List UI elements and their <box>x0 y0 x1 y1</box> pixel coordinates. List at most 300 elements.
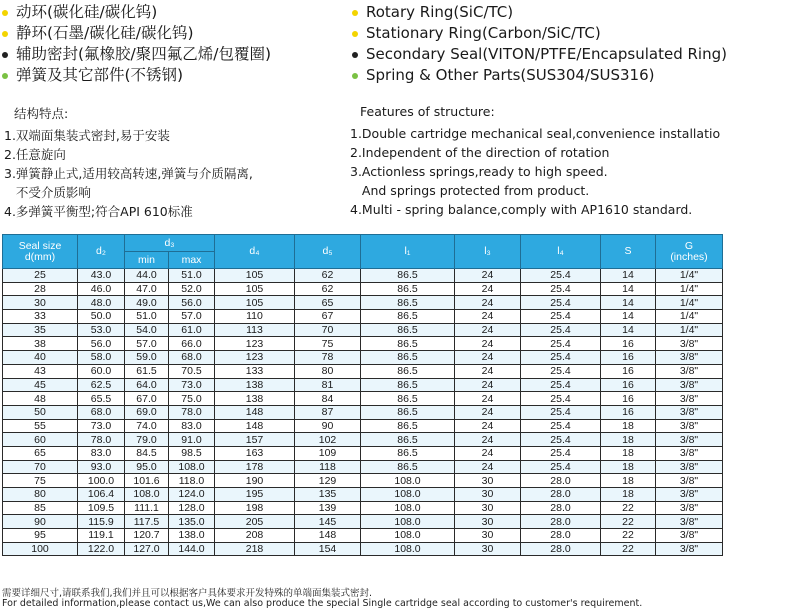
table-cell: 18 <box>601 446 656 460</box>
table-cell: 61.5 <box>125 364 169 378</box>
table-cell: 3/8" <box>656 419 723 433</box>
table-cell: 108.0 <box>361 529 455 543</box>
bullet-dot-icon <box>2 73 8 79</box>
table-cell: 95.0 <box>125 460 169 474</box>
table-cell: 3/8" <box>656 433 723 447</box>
table-cell: 68.0 <box>78 405 125 419</box>
table-row <box>3 282 723 296</box>
table-cell: 135 <box>295 488 361 502</box>
table-cell: 28.0 <box>521 529 601 543</box>
material-item: 动环(碳化硅/碳化钨) <box>2 2 342 23</box>
table-cell: 90 <box>3 515 78 529</box>
table-cell: 55 <box>3 419 78 433</box>
table-cell: 49.0 <box>125 296 169 310</box>
feature-item: 4.Multi - spring balance,comply with AP1610 standard. <box>350 202 693 217</box>
table-cell: 43.0 <box>78 269 125 283</box>
table-cell: 25.4 <box>521 460 601 474</box>
table-cell: 3/8" <box>656 474 723 488</box>
table-cell: 78.0 <box>78 433 125 447</box>
table-cell: 108.0 <box>125 488 169 502</box>
table-cell: 86.5 <box>361 419 455 433</box>
table-row <box>3 433 723 447</box>
feature-item: 3.弹簧静止式,适用较高转速,弹簧与介质隔离, <box>4 166 253 181</box>
table-cell: 64.0 <box>125 378 169 392</box>
material-list-cn <box>2 2 342 86</box>
table-cell: 57.0 <box>169 310 215 324</box>
table-cell: 24 <box>455 419 521 433</box>
table-cell: 70.5 <box>169 364 215 378</box>
table-cell: 81 <box>295 378 361 392</box>
table-cell: 3/8" <box>656 515 723 529</box>
table-row <box>3 296 723 310</box>
table-cell: 178 <box>215 460 295 474</box>
table-cell: 208 <box>215 529 295 543</box>
table-cell: 18 <box>601 419 656 433</box>
table-cell: 50 <box>3 405 78 419</box>
table-cell: 138 <box>215 378 295 392</box>
table-cell: 86.5 <box>361 364 455 378</box>
table-cell: 24 <box>455 282 521 296</box>
table-cell: 62 <box>295 269 361 283</box>
material-item: 弹簧及其它部件(不锈钢) <box>2 65 342 86</box>
table-cell: 67.0 <box>125 392 169 406</box>
feature-item: 1.Double cartridge mechanical seal,convenience installatio <box>350 126 721 141</box>
header-s: S <box>601 235 656 269</box>
table-cell: 113 <box>215 323 295 337</box>
table-cell: 86.5 <box>361 446 455 460</box>
table-cell: 123 <box>215 351 295 365</box>
bullet-dot-icon <box>2 10 8 16</box>
table-cell: 157 <box>215 433 295 447</box>
table-row <box>3 488 723 502</box>
table-cell: 54.0 <box>125 323 169 337</box>
table-cell: 33 <box>3 310 78 324</box>
table-cell: 117.5 <box>125 515 169 529</box>
table-cell: 80 <box>3 488 78 502</box>
table-cell: 1/4" <box>656 310 723 324</box>
feature-item: And springs protected from product. <box>350 183 590 198</box>
table-cell: 25.4 <box>521 323 601 337</box>
table-cell: 78.0 <box>169 405 215 419</box>
table-cell: 86.5 <box>361 351 455 365</box>
table-cell: 74.0 <box>125 419 169 433</box>
material-item: 辅助密封(氟橡胶/聚四氟乙烯/包覆圈) <box>2 44 342 65</box>
bullet-dot-icon <box>2 52 8 58</box>
table-cell: 24 <box>455 351 521 365</box>
material-item: Rotary Ring(SiC/TC) <box>352 2 797 23</box>
table-cell: 62.5 <box>78 378 125 392</box>
table-cell: 86.5 <box>361 405 455 419</box>
table-cell: 50.0 <box>78 310 125 324</box>
material-item: 静环(石墨/碳化硅/碳化钨) <box>2 23 342 44</box>
header-d3-max: max <box>169 252 215 269</box>
table-cell: 84.5 <box>125 446 169 460</box>
table-cell: 28.0 <box>521 542 601 556</box>
table-cell: 25.4 <box>521 282 601 296</box>
spec-table-body <box>3 269 723 556</box>
table-cell: 52.0 <box>169 282 215 296</box>
table-cell: 22 <box>601 515 656 529</box>
table-cell: 1/4" <box>656 323 723 337</box>
table-cell: 86.5 <box>361 323 455 337</box>
table-cell: 16 <box>601 351 656 365</box>
table-cell: 3/8" <box>656 446 723 460</box>
table-cell: 108.0 <box>361 474 455 488</box>
table-cell: 106.4 <box>78 488 125 502</box>
feature-item: 2.任意旋向 <box>4 147 66 162</box>
feature-item: 不受介质影响 <box>4 185 91 200</box>
table-cell: 86.5 <box>361 296 455 310</box>
material-list-en <box>352 2 797 86</box>
header-d4: d₄ <box>215 235 295 269</box>
table-cell: 30 <box>455 542 521 556</box>
table-cell: 138.0 <box>169 529 215 543</box>
table-cell: 57.0 <box>125 337 169 351</box>
table-cell: 128.0 <box>169 501 215 515</box>
table-cell: 73.0 <box>169 378 215 392</box>
features-en <box>350 102 720 219</box>
feature-item: 1.双端面集装式密封,易于安装 <box>4 128 170 143</box>
table-cell: 85 <box>3 501 78 515</box>
table-cell: 62 <box>295 282 361 296</box>
features-title: 结构特点: <box>14 106 69 121</box>
table-cell: 80 <box>295 364 361 378</box>
material-item: Stationary Ring(Carbon/SiC/TC) <box>352 23 797 44</box>
table-cell: 138 <box>215 392 295 406</box>
table-row <box>3 501 723 515</box>
table-cell: 115.9 <box>78 515 125 529</box>
table-cell: 22 <box>601 501 656 515</box>
table-cell: 25.4 <box>521 351 601 365</box>
table-cell: 60 <box>3 433 78 447</box>
table-cell: 24 <box>455 378 521 392</box>
table-cell: 16 <box>601 337 656 351</box>
bullet-dot-icon <box>2 31 8 37</box>
table-cell: 70 <box>3 460 78 474</box>
table-cell: 53.0 <box>78 323 125 337</box>
table-cell: 3/8" <box>656 364 723 378</box>
table-cell: 75 <box>295 337 361 351</box>
table-cell: 86.5 <box>361 392 455 406</box>
table-cell: 86.5 <box>361 282 455 296</box>
bullet-dot-icon <box>352 31 358 37</box>
feature-item: 3.Actionless springs,ready to high speed. <box>350 164 608 179</box>
table-cell: 127.0 <box>125 542 169 556</box>
table-cell: 24 <box>455 337 521 351</box>
bullet-dot-icon <box>352 52 358 58</box>
table-cell: 24 <box>455 392 521 406</box>
table-cell: 102 <box>295 433 361 447</box>
bullet-dot-icon <box>352 10 358 16</box>
table-cell: 79.0 <box>125 433 169 447</box>
table-cell: 18 <box>601 488 656 502</box>
table-cell: 3/8" <box>656 501 723 515</box>
table-cell: 68.0 <box>169 351 215 365</box>
table-cell: 83.0 <box>169 419 215 433</box>
table-cell: 122.0 <box>78 542 125 556</box>
table-cell: 154 <box>295 542 361 556</box>
table-cell: 16 <box>601 364 656 378</box>
table-cell: 120.7 <box>125 529 169 543</box>
table-cell: 14 <box>601 310 656 324</box>
table-cell: 14 <box>601 323 656 337</box>
footnote-en: For detailed information,please contact us,We can also produce the special Single cartridge seal according to customer's requirement. <box>2 598 643 609</box>
table-cell: 3/8" <box>656 337 723 351</box>
table-cell: 123 <box>215 337 295 351</box>
table-cell: 3/8" <box>656 392 723 406</box>
table-cell: 75.0 <box>169 392 215 406</box>
table-cell: 56.0 <box>78 337 125 351</box>
table-cell: 24 <box>455 446 521 460</box>
table-cell: 86.5 <box>361 269 455 283</box>
table-cell: 70 <box>295 323 361 337</box>
table-cell: 108.0 <box>361 488 455 502</box>
table-cell: 25.4 <box>521 392 601 406</box>
spec-table-container <box>2 234 722 556</box>
table-cell: 25.4 <box>521 405 601 419</box>
table-cell: 84 <box>295 392 361 406</box>
table-cell: 46.0 <box>78 282 125 296</box>
table-cell: 205 <box>215 515 295 529</box>
table-cell: 25.4 <box>521 446 601 460</box>
table-cell: 24 <box>455 269 521 283</box>
table-cell: 38 <box>3 337 78 351</box>
table-cell: 124.0 <box>169 488 215 502</box>
table-cell: 3/8" <box>656 529 723 543</box>
table-cell: 48 <box>3 392 78 406</box>
table-cell: 16 <box>601 405 656 419</box>
header-d5: d₅ <box>295 235 361 269</box>
table-cell: 69.0 <box>125 405 169 419</box>
table-cell: 35 <box>3 323 78 337</box>
table-cell: 105 <box>215 296 295 310</box>
table-cell: 30 <box>3 296 78 310</box>
table-cell: 73.0 <box>78 419 125 433</box>
table-cell: 118.0 <box>169 474 215 488</box>
header-seal-size: Seal size d(mm) <box>3 235 78 269</box>
table-cell: 18 <box>601 460 656 474</box>
table-cell: 40 <box>3 351 78 365</box>
features-title: Features of structure: <box>360 104 495 119</box>
table-cell: 145 <box>295 515 361 529</box>
table-cell: 58.0 <box>78 351 125 365</box>
table-cell: 25.4 <box>521 269 601 283</box>
table-row <box>3 269 723 283</box>
table-cell: 86.5 <box>361 460 455 474</box>
table-cell: 25.4 <box>521 364 601 378</box>
table-cell: 25.4 <box>521 433 601 447</box>
table-cell: 24 <box>455 433 521 447</box>
table-cell: 108.0 <box>361 542 455 556</box>
table-cell: 163 <box>215 446 295 460</box>
table-cell: 28.0 <box>521 488 601 502</box>
table-cell: 135.0 <box>169 515 215 529</box>
table-cell: 90 <box>295 419 361 433</box>
table-cell: 195 <box>215 488 295 502</box>
table-cell: 22 <box>601 529 656 543</box>
table-cell: 44.0 <box>125 269 169 283</box>
header-d3-min: min <box>125 252 169 269</box>
table-cell: 61.0 <box>169 323 215 337</box>
table-cell: 28.0 <box>521 501 601 515</box>
table-row <box>3 474 723 488</box>
table-cell: 75 <box>3 474 78 488</box>
table-cell: 100.0 <box>78 474 125 488</box>
table-row <box>3 542 723 556</box>
table-row <box>3 323 723 337</box>
table-cell: 148 <box>215 405 295 419</box>
table-cell: 109.5 <box>78 501 125 515</box>
table-row <box>3 392 723 406</box>
table-cell: 86.5 <box>361 337 455 351</box>
table-cell: 14 <box>601 282 656 296</box>
table-cell: 139 <box>295 501 361 515</box>
table-cell: 60.0 <box>78 364 125 378</box>
table-cell: 118 <box>295 460 361 474</box>
table-cell: 108.0 <box>361 515 455 529</box>
table-cell: 110 <box>215 310 295 324</box>
table-cell: 30 <box>455 515 521 529</box>
table-cell: 3/8" <box>656 405 723 419</box>
table-cell: 65.5 <box>78 392 125 406</box>
table-cell: 86.5 <box>361 310 455 324</box>
material-item: Secondary Seal(VITON/PTFE/Encapsulated Ring) <box>352 44 797 65</box>
table-cell: 51.0 <box>169 269 215 283</box>
table-row <box>3 351 723 365</box>
table-cell: 78 <box>295 351 361 365</box>
table-cell: 101.6 <box>125 474 169 488</box>
table-cell: 93.0 <box>78 460 125 474</box>
table-cell: 16 <box>601 392 656 406</box>
table-row <box>3 378 723 392</box>
header-d3: d₃ <box>125 235 215 252</box>
table-cell: 119.1 <box>78 529 125 543</box>
table-cell: 1/4" <box>656 296 723 310</box>
table-cell: 111.1 <box>125 501 169 515</box>
table-cell: 3/8" <box>656 378 723 392</box>
table-cell: 105 <box>215 282 295 296</box>
table-cell: 148 <box>295 529 361 543</box>
table-cell: 3/8" <box>656 542 723 556</box>
table-cell: 91.0 <box>169 433 215 447</box>
table-cell: 133 <box>215 364 295 378</box>
table-row <box>3 310 723 324</box>
table-cell: 30 <box>455 501 521 515</box>
table-cell: 24 <box>455 460 521 474</box>
table-cell: 108.0 <box>361 501 455 515</box>
table-cell: 22 <box>601 542 656 556</box>
table-cell: 86.5 <box>361 378 455 392</box>
table-cell: 65 <box>3 446 78 460</box>
table-cell: 51.0 <box>125 310 169 324</box>
header-l4: l₄ <box>521 235 601 269</box>
table-cell: 47.0 <box>125 282 169 296</box>
table-cell: 66.0 <box>169 337 215 351</box>
table-cell: 67 <box>295 310 361 324</box>
table-cell: 24 <box>455 405 521 419</box>
table-cell: 24 <box>455 364 521 378</box>
table-cell: 98.5 <box>169 446 215 460</box>
table-cell: 65 <box>295 296 361 310</box>
table-cell: 59.0 <box>125 351 169 365</box>
table-cell: 48.0 <box>78 296 125 310</box>
table-cell: 109 <box>295 446 361 460</box>
table-row <box>3 460 723 474</box>
table-cell: 3/8" <box>656 460 723 474</box>
table-cell: 18 <box>601 474 656 488</box>
table-cell: 30 <box>455 488 521 502</box>
table-cell: 25.4 <box>521 337 601 351</box>
table-cell: 100 <box>3 542 78 556</box>
table-cell: 144.0 <box>169 542 215 556</box>
table-cell: 25.4 <box>521 296 601 310</box>
table-cell: 25.4 <box>521 378 601 392</box>
table-row <box>3 337 723 351</box>
table-cell: 30 <box>455 474 521 488</box>
table-cell: 190 <box>215 474 295 488</box>
table-cell: 16 <box>601 378 656 392</box>
table-row <box>3 364 723 378</box>
table-cell: 24 <box>455 323 521 337</box>
table-cell: 28.0 <box>521 515 601 529</box>
table-row <box>3 405 723 419</box>
table-cell: 3/8" <box>656 351 723 365</box>
table-cell: 87 <box>295 405 361 419</box>
header-d2: d₂ <box>78 235 125 269</box>
table-row <box>3 515 723 529</box>
table-cell: 148 <box>215 419 295 433</box>
table-cell: 24 <box>455 296 521 310</box>
material-item: Spring & Other Parts(SUS304/SUS316) <box>352 65 797 86</box>
header-g: G (inches) <box>656 235 723 269</box>
table-cell: 105 <box>215 269 295 283</box>
bullet-dot-icon <box>352 73 358 79</box>
table-cell: 218 <box>215 542 295 556</box>
table-row <box>3 529 723 543</box>
feature-item: 4.多弹簧平衡型;符合API 610标准 <box>4 204 193 219</box>
table-cell: 25.4 <box>521 419 601 433</box>
table-cell: 198 <box>215 501 295 515</box>
footnote-cn: 需要详细尺寸,请联系我们,我们并且可以根据客户具体要求开发特殊的单端面集装式密封. <box>2 588 373 599</box>
table-cell: 25.4 <box>521 310 601 324</box>
table-cell: 30 <box>455 529 521 543</box>
table-cell: 28 <box>3 282 78 296</box>
table-cell: 45 <box>3 378 78 392</box>
table-cell: 43 <box>3 364 78 378</box>
table-cell: 25 <box>3 269 78 283</box>
table-cell: 86.5 <box>361 433 455 447</box>
table-cell: 95 <box>3 529 78 543</box>
table-row <box>3 446 723 460</box>
feature-item: 2.Independent of the direction of rotation <box>350 145 610 160</box>
header-l3: l₃ <box>455 235 521 269</box>
table-cell: 108.0 <box>169 460 215 474</box>
table-cell: 129 <box>295 474 361 488</box>
table-cell: 83.0 <box>78 446 125 460</box>
header-l1: l₁ <box>361 235 455 269</box>
table-cell: 18 <box>601 433 656 447</box>
table-cell: 1/4" <box>656 282 723 296</box>
table-cell: 3/8" <box>656 488 723 502</box>
table-row <box>3 419 723 433</box>
table-cell: 24 <box>455 310 521 324</box>
table-cell: 28.0 <box>521 474 601 488</box>
table-cell: 1/4" <box>656 269 723 283</box>
table-cell: 14 <box>601 269 656 283</box>
spec-table <box>2 234 723 556</box>
features-cn <box>4 104 253 221</box>
table-cell: 14 <box>601 296 656 310</box>
